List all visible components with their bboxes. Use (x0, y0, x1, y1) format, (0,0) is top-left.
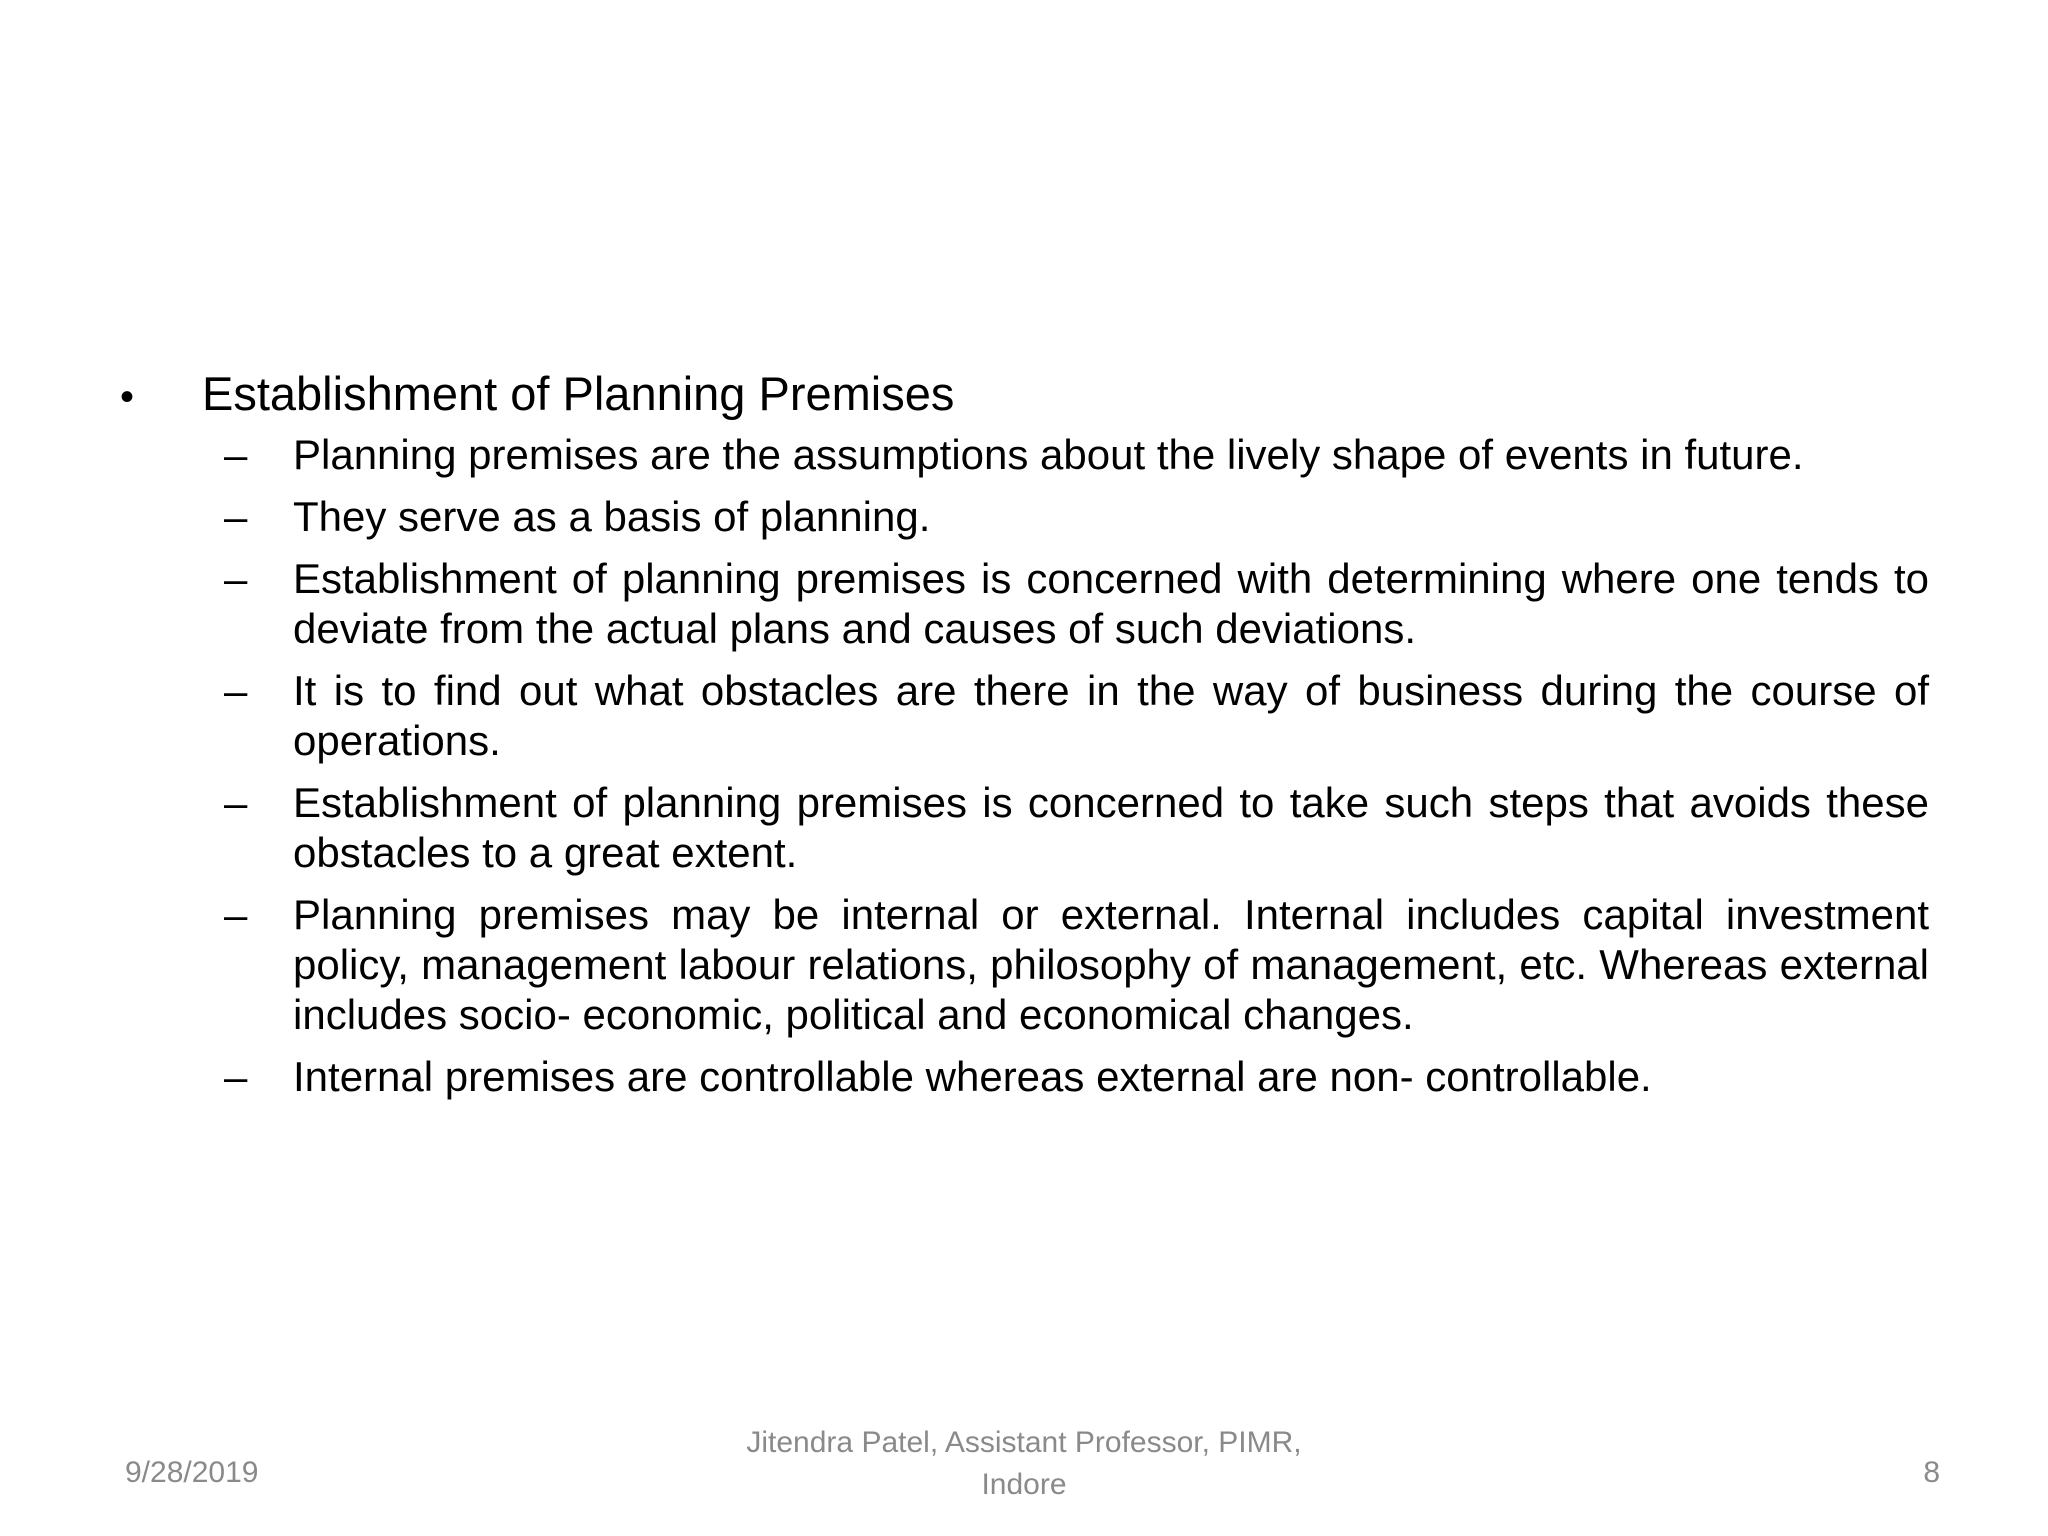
dash-icon: – (224, 555, 248, 602)
sub-point (224, 778, 1929, 878)
sub-point-text: They serve as a basis of planning. (293, 493, 931, 540)
slide-content (120, 365, 1940, 1114)
sub-point (224, 890, 1929, 1040)
sub-point (224, 430, 1929, 480)
sub-point-list (120, 430, 1940, 1102)
sub-point (224, 666, 1929, 766)
bullet-icon: • (120, 375, 135, 419)
dash-icon: – (224, 667, 248, 714)
dash-icon: – (224, 891, 248, 938)
dash-icon: – (224, 493, 248, 540)
sub-point-text: It is to find out what obstacles are there in the way of business during the course of operations. (293, 667, 1929, 764)
footer-author-line: Jitendra Patel, Assistant Professor, PIMR, (746, 1426, 1302, 1459)
dash-icon: – (224, 1053, 248, 1100)
sub-point-text: Planning premises may be internal or external. Internal includes capital investment policy, management labour relations, philosophy of management, etc. Whereas external includes socio- economic, political and economical changes. (293, 891, 1929, 1038)
dash-icon: – (224, 431, 248, 478)
sub-point-text: Establishment of planning premises is concerned with determining where one tends to deviate from the actual plans and causes of such deviations. (293, 555, 1929, 652)
sub-point (224, 554, 1929, 654)
sub-point (224, 492, 1929, 542)
sub-point-text: Planning premises are the assumptions about the lively shape of events in future. (293, 431, 1804, 478)
main-bullet-item (120, 365, 1940, 426)
sub-point-text: Establishment of planning premises is concerned to take such steps that avoids these obstacles to a great extent. (293, 779, 1929, 876)
footer-author (724, 1422, 1324, 1506)
footer-author-line: Indore (981, 1468, 1067, 1501)
heading: Establishment of Planning Premises (202, 367, 955, 420)
page-number: 8 (1923, 1456, 1940, 1489)
footer-date: 9/28/2019 (125, 1456, 259, 1489)
sub-point (224, 1052, 1929, 1102)
sub-point-text: Internal premises are controllable whereas external are non- controllable. (293, 1053, 1652, 1100)
slide-footer (0, 1396, 2048, 1536)
dash-icon: – (224, 779, 248, 826)
